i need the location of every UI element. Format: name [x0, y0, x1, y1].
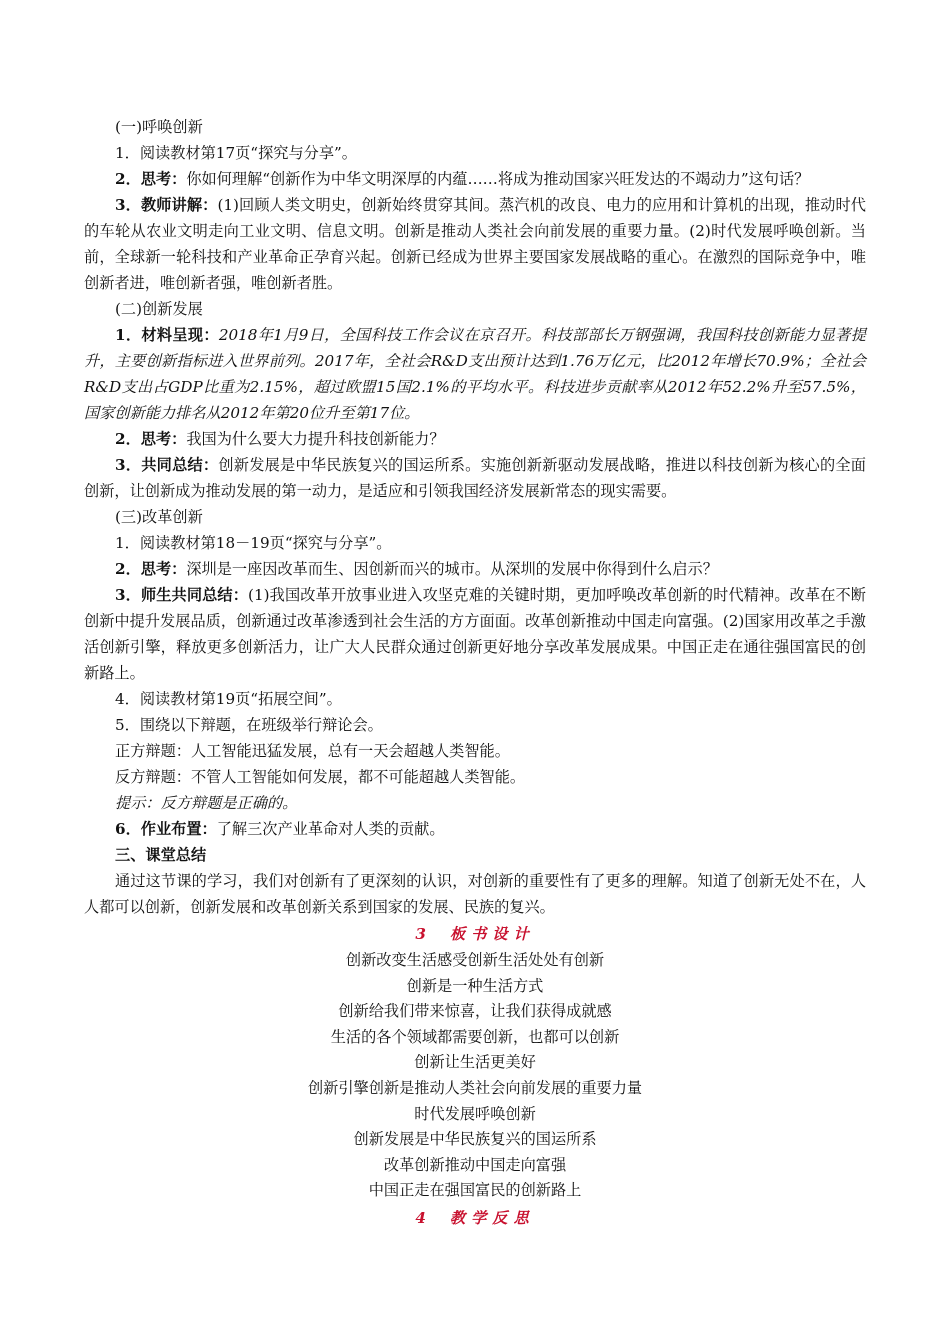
item-keyword: 3．教师讲解： — [115, 196, 218, 214]
item-keyword: 2．思考： — [115, 560, 187, 578]
item-text: 创新发展是中华民族复兴的国运所系。实施创新新驱动发展战略，推进以科技创新为核心的全面创新，让创新成为推动发展的第一动力，是适应和引领我国经济发展新常态的现实需要。 — [84, 456, 866, 500]
section-heading-innovation-development: (二)创新发展 — [115, 300, 203, 318]
list-item — [84, 192, 866, 296]
section-heading-reform-innovation: (三)改革创新 — [115, 508, 203, 526]
board-line: 生活的各个领域都需要创新，也都可以创新 — [330, 1027, 620, 1046]
section-number: 4 — [415, 1208, 432, 1227]
board-line: 中国正走在强国富民的创新路上 — [368, 1181, 582, 1200]
debate-hint: 提示：反方辩题是正确的。 — [115, 794, 298, 812]
board-design-heading — [84, 920, 866, 948]
item-keyword: 1．材料呈现： — [115, 326, 219, 344]
item-text: (1)我国改革开放事业进入攻坚克难的关键时期，更加呼唤改革创新的时代精神。改革在不断创新中提升发展品质，创新通过改革渗透到社会生活的方方面面。改革创新推动中国走向富强。(2)国家用改革之手激活创新引擎，释放更多创新活力，让广大人民群众通过创新更好地分享改革发展成果。中国正走在通往强国富民的创新路上。 — [84, 586, 866, 682]
teaching-reflection-heading — [84, 1204, 866, 1232]
item-keyword: 3．师生共同总结： — [115, 586, 249, 604]
item-keyword: 2．思考： — [115, 170, 187, 188]
section-title: 教学反思 — [449, 1208, 535, 1227]
board-line: 时代发展呼唤创新 — [414, 1104, 536, 1123]
document-body — [84, 114, 866, 1232]
board-line: 创新引擎创新是推动人类社会向前发展的重要力量 — [307, 1078, 643, 1097]
item-text: 深圳是一座因改革而生、因创新而兴的城市。从深圳的发展中你得到什么启示？ — [186, 560, 718, 578]
board-line: 创新让生活更美好 — [414, 1053, 536, 1072]
list-item: 5．围绕以下辩题，在班级举行辩论会。 — [115, 716, 383, 734]
item-keyword: 6．作业布置： — [115, 820, 217, 838]
list-item — [84, 556, 866, 582]
debate-con: 反方辩题：不管人工智能如何发展，都不可能超越人类智能。 — [115, 768, 526, 786]
board-line: 创新发展是中华民族复兴的国运所系 — [353, 1130, 597, 1149]
list-item — [84, 166, 866, 192]
list-item — [84, 322, 866, 426]
list-item: 1．阅读教材第17页“探究与分享”。 — [115, 144, 357, 162]
list-item: 1．阅读教材第18－19页“探究与分享”。 — [115, 534, 392, 552]
item-text: (1)回顾人类文明史，创新始终贯穿其间。蒸汽机的改良、电力的应用和计算机的出现，推动时代的车轮从农业文明走向工业文明、信息文明。创新是推动人类社会向前发展的重要力量。(2)时代发展呼唤创新。当前，全球新一轮科技和产业革命正孕育兴起。创新已经成为世界主要国家发展战略的重心。在激烈的国际竞争中，唯创新者进，唯创新者强，唯创新者胜。 — [84, 196, 866, 292]
section-heading-call-for-innovation: (一)呼唤创新 — [115, 118, 203, 136]
class-summary-heading: 三、课堂总结 — [115, 846, 207, 864]
item-text: 了解三次产业革命对人类的贡献。 — [216, 820, 445, 838]
board-line: 创新给我们带来惊喜，让我们获得成就感 — [338, 1002, 612, 1021]
debate-pro: 正方辩题：人工智能迅猛发展，总有一天会超越人类智能。 — [115, 742, 510, 760]
item-keyword: 2．思考： — [115, 430, 187, 448]
item-text: 2018年1月9日，全国科技工作会议在京召开。科技部部长万钢强调，我国科技创新能力显著提升，主要创新指标进入世界前列。2017年，全社会R&D支出预计达到1.76万亿元，比2012年增长70.9%；全社会R&D支出占GDP比重为2.15%，超过欧盟15国2.1%的平均水平。科技进步贡献率从2012年52.2%升至57.5%，国家创新能力排名从2012年第20位升至第17位。 — [84, 326, 866, 422]
list-item — [84, 452, 866, 504]
list-item — [84, 426, 866, 452]
list-item — [84, 816, 866, 842]
list-item — [84, 582, 866, 686]
item-keyword: 3．共同总结： — [115, 456, 219, 474]
board-line: 创新是一种生活方式 — [406, 976, 544, 995]
board-line: 改革创新推动中国走向富强 — [383, 1155, 567, 1174]
class-summary-text: 通过这节课的学习，我们对创新有了更深刻的认识，对创新的重要性有了更多的理解。知道了创新无处不在，人人都可以创新，创新发展和改革创新关系到国家的发展、民族的复兴。 — [84, 872, 866, 916]
item-text: 我国为什么要大力提升科技创新能力？ — [186, 430, 445, 448]
item-text: 你如何理解“创新作为中华文明深厚的内蕴……将成为推动国家兴旺发达的不竭动力”这句话？ — [186, 170, 810, 188]
section-title: 板书设计 — [449, 925, 535, 943]
section-number: 3 — [415, 925, 432, 943]
list-item: 4．阅读教材第19页“拓展空间”。 — [115, 690, 342, 708]
board-line: 创新改变生活感受创新生活处处有创新 — [345, 951, 605, 969]
